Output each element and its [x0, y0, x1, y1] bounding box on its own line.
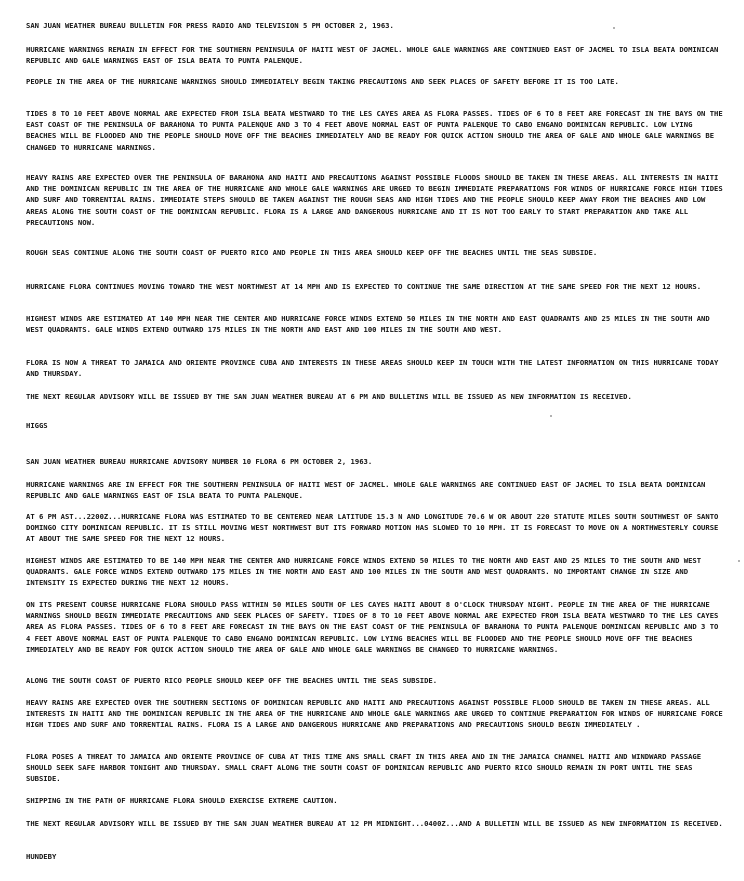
scan-speck	[738, 560, 740, 562]
advisory-paragraph: SHIPPING IN THE PATH OF HURRICANE FLORA SHOULD EXERCISE EXTREME CAUTION.	[26, 796, 338, 805]
bulletin-paragraph: HEAVY RAINS ARE EXPECTED OVER THE PENINSULA OF BARAHONA AND HAITI AND PRECAUTIONS AGAINST POSSIBLE FLOODS SHOULD BE TAKEN IN THESE AREAS. ALL INTERESTS IN HAITI AND THE DOMINICAN REPUBLIC IN THE AREA OF THE HURRICANE AND WHOLE GALE WARNINGS ARE URGED TO BEGIN IMMEDIATE PREPARATIONS FOR WINDS OF HURRICANE FORCE HIGH TIDES AND SURF AND TORRENTIAL RAINS. IMMEDIATE STEPS SHOULD BE TAKEN AGAINST THE ROUGH SEAS AND HIGH TIDES AND THE PEOPLE SHOULD KEEP AWAY FROM THE BEACHES AND LOW AREAS ALONG THE SOUTH COAST OF THE DOMINICAN REPUBLIC. FLORA IS A LARGE AND DANGEROUS HURRICANE AND IT IS NOT TOO EARLY TO START PREPARATION AND TAKE ALL PRECAUTIONS NOW.	[26, 173, 723, 227]
bulletin-paragraph: TIDES 8 TO 10 FEET ABOVE NORMAL ARE EXPECTED FROM ISLA BEATA WESTWARD TO THE LES CAYES AREA AS FLORA PASSES. TIDES OF 6 TO 8 FEET ARE FORECAST IN THE BAYS ON THE EAST COAST OF THE PENINSULA OF BARAHONA TO PUNTA PALENQUE AND 3 TO 4 FEET ABOVE NORMAL EAST OF PUNTA PALENQUE TO CABO ENGANO DOMINICAN REPUBLIC. LOW LYING BEACHES WILL BE FLOODED AND THE PEOPLE SHOULD MOVE OFF THE BEACHES IMMEDIATELY AND BE READY FOR QUICK ACTION SHOULD THE AREA OF GALE AND WHOLE GALE WARNINGS BE CHANGED TO HURRICANE WARNINGS.	[26, 109, 723, 152]
bulletin-header: SAN JUAN WEATHER BUREAU BULLETIN FOR PRESS RADIO AND TELEVISION 5 PM OCTOBER 2, 1963.	[26, 21, 394, 30]
advisory-paragraph: ON ITS PRESENT COURSE HURRICANE FLORA SHOULD PASS WITHIN 50 MILES SOUTH OF LES CAYES HAITI ABOUT 8 O'CLOCK THURSDAY NIGHT. PEOPLE IN THE AREA OF THE HURRICANE WARNINGS SHOULD BEGIN IMMEDIATE PRECAUTIONS AND SEEK PLACES OF SAFETY. TIDES OF 8 TO 10 FEET ABOVE NORMAL ARE EXPECTED FROM ISLA BEATA WESTWARD TO THE LES CAYES AREA AS FLORA PASSES. TIDES OF 6 TO 8 FEET ARE FORECAST IN THE BAYS ON THE EAST COAST OF THE PENINSULA OF BARAHONA TO PUNTA PALENQUE DOMINICAN REPUBLIC AND 3 TO 4 FEET ABOVE NORMAL EAST OF PUNTA PALENQUE TO CABO ENGANO DOMINICAN REPUBLIC. LOW LYING BEACHES WILL BE FLOODED AND THE PEOPLE SHOULD MOVE OFF THE BEACHES IMMEDIATELY AND BE READY FOR QUICK ACTION SHOULD THE AREA OF GALE AND WHOLE GALE WARNINGS BE CHANGED TO HURRICANE WARNINGS.	[26, 600, 719, 654]
advisory-paragraph: ALONG THE SOUTH COAST OF PUERTO RICO PEOPLE SHOULD KEEP OFF THE BEACHES UNTIL THE SEAS SUBSIDE.	[26, 676, 438, 685]
bulletin-paragraph: PEOPLE IN THE AREA OF THE HURRICANE WARNINGS SHOULD IMMEDIATELY BEGIN TAKING PRECAUTIONS AND SEEK PLACES OF SAFETY BEFORE IT IS TOO LATE.	[26, 77, 619, 86]
advisory-paragraph: HURRICANE WARNINGS ARE IN EFFECT FOR THE SOUTHERN PENINSULA OF HAITI WEST OF JACMEL. WHOLE GALE WARNINGS ARE CONTINUED EAST OF JACMEL TO ISLA BEATA DOMINICAN REPUBLIC AND GALE WARNINGS EAST OF ISLA BEATA TO PUNTA PALENQUE.	[26, 480, 706, 501]
bulletin-paragraph: THE NEXT REGULAR ADVISORY WILL BE ISSUED BY THE SAN JUAN WEATHER BUREAU AT 6 PM AND BULLETINS WILL BE ISSUED AS NEW INFORMATION IS RECEIVED.	[26, 392, 632, 401]
advisory-signature: HUNDEBY	[26, 852, 57, 861]
bulletin-paragraph: HURRICANE FLORA CONTINUES MOVING TOWARD THE WEST NORTHWEST AT 14 MPH AND IS EXPECTED TO CONTINUE THE SAME DIRECTION AT THE SAME SPEED FOR THE NEXT 12 HOURS.	[26, 282, 702, 291]
bulletin-paragraph: ROUGH SEAS CONTINUE ALONG THE SOUTH COAST OF PUERTO RICO AND PEOPLE IN THIS AREA SHOULD KEEP OFF THE BEACHES UNTIL THE SEAS SUBSIDE.	[26, 248, 598, 257]
scan-speck	[613, 27, 615, 29]
advisory-paragraph: AT 6 PM AST...2200Z...HURRICANE FLORA WAS ESTIMATED TO BE CENTERED NEAR LATITUDE 15.3 N AND LONGITUDE 70.6 W OR ABOUT 220 STATUTE MILES SOUTH SOUTHWEST OF SANTO DOMINGO CITY DOMINICAN REPUBLIC. IT IS STILL MOVING WEST NORTHWEST BUT ITS FORWARD MOTION HAS SLOWED TO 10 MPH. IT IS FORECAST TO MOVE ON A NORTHWESTERLY COURSE AT ABOUT THE SAME SPEED FOR THE NEXT 12 HOURS.	[26, 512, 719, 544]
bulletin-signature: HIGGS	[26, 421, 48, 430]
advisory-header: SAN JUAN WEATHER BUREAU HURRICANE ADVISORY NUMBER 10 FLORA 6 PM OCTOBER 2, 1963.	[26, 457, 373, 466]
advisory-paragraph: FLORA POSES A THREAT TO JAMAICA AND ORIENTE PROVINCE OF CUBA AT THIS TIME ANS SMALL CRAFT IN THIS AREA AND IN THE JAMAICA CHANNEL HAITI AND WINDWARD PASSAGE SHOULD SEEK SAFE HARBOR TONIGHT AND THURSDAY. SMALL CRAFT ALONG THE SOUTH COAST OF DOMINICAN REPUBLIC AND PUERTO RICO SHOULD REMAIN IN PORT UNTIL THE SEAS SUBSIDE.	[26, 752, 702, 784]
bulletin-paragraph: HURRICANE WARNINGS REMAIN IN EFFECT FOR THE SOUTHERN PENINSULA OF HAITI WEST OF JACMEL. WHOLE GALE WARNINGS ARE CONTINUED EAST OF JACMEL TO ISLA BEATA DOMINICAN REPUBLIC AND GALE WARNINGS EAST OF ISLA BEATA TO PUNTA PALENQUE.	[26, 45, 719, 66]
bulletin-paragraph: HIGHEST WINDS ARE ESTIMATED AT 140 MPH NEAR THE CENTER AND HURRICANE FORCE WINDS EXTEND 50 MILES IN THE NORTH AND EAST QUADRANTS AND 25 MILES IN THE SOUTH AND WEST QUADRANTS. GALE WINDS EXTEND OUTWARD 175 MILES IN THE NORTH AND EAST AND 100 MILES IN THE SOUTH AND WEST.	[26, 314, 710, 335]
advisory-paragraph: THE NEXT REGULAR ADVISORY WILL BE ISSUED BY THE SAN JUAN WEATHER BUREAU AT 12 PM MIDNIGHT...0400Z...AND A BULLETIN WILL BE ISSUED AS NEW INFORMATION IS RECEIVED.	[26, 819, 723, 828]
bulletin-paragraph: FLORA IS NOW A THREAT TO JAMAICA AND ORIENTE PROVINCE CUBA AND INTERESTS IN THESE AREAS SHOULD KEEP IN TOUCH WITH THE LATEST INFORMATION ON THIS HURRICANE TODAY AND THURSDAY.	[26, 358, 719, 379]
advisory-paragraph: HEAVY RAINS ARE EXPECTED OVER THE SOUTHERN SECTIONS OF DOMINICAN REPUBLIC AND HAITI AND PRECAUTIONS AGAINST POSSIBLE FLOOD SHOULD BE TAKEN IN THESE AREAS. ALL INTERESTS IN HAITI AND THE DOMINICAN REPUBLIC IN THE AREA OF THE HURRICANE AND WHOLE GALE WARNINGS ARE URGED TO CONTINUE PREPARATION FOR WINDS OF HURRICANE FORCE HIGH TIDES AND SURF AND TORRENTIAL RAINS. FLORA IS A LARGE AND DANGEROUS HURRICANE AND PREPARATIONS AND PRECAUTIONS SHOULD BEGIN IMMEDIATELY .	[26, 698, 723, 730]
advisory-paragraph: HIGHEST WINDS ARE ESTIMATED TO BE 140 MPH NEAR THE CENTER AND HURRICANE FORCE WINDS EXTEND 50 MILES TO THE NORTH AND EAST AND 25 MILES TO THE SOUTH AND WEST QUADRANTS. GALE FORCE WINDS EXTEND OUTWARD 175 MILES IN THE NORTH AND EAST AND 100 MILES IN THE SOUTH AND WEST QUADRANTS. NO IMPORTANT CHANGE IN SIZE AND INTENSITY IS EXPECTED DURING THE NEXT 12 HOURS.	[26, 556, 702, 588]
scan-speck	[550, 415, 552, 417]
